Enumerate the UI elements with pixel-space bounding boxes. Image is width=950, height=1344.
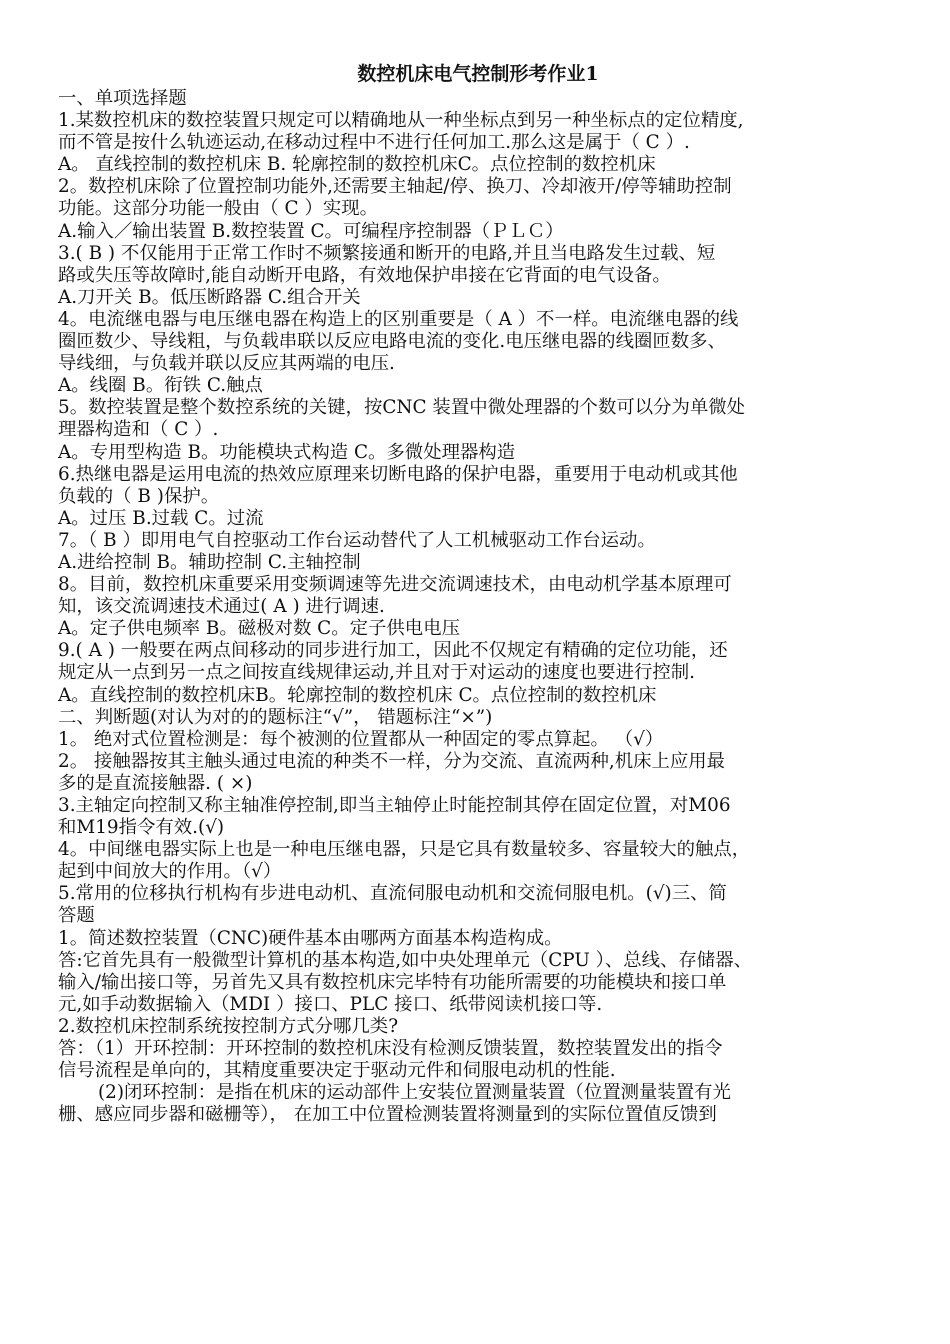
text-line: (2)闭环控制：是指在机床的运动部件上安装位置测量装置（位置测量装置有光 xyxy=(98,1082,731,1104)
text-line: 答：（1）开环控制：开环控制的数控机床没有检测反馈装置，数控装置发出的指令 xyxy=(58,1038,723,1060)
text-line: A。专用型构造 B。功能模块式构造 C。多微处理器构造 xyxy=(58,441,516,463)
text-line: 4。电流继电器与电压继电器在构造上的区别重要是（ A ）不一样。电流继电器的线 xyxy=(58,308,739,330)
text-line: 2。数控机床除了位置控制功能外,还需要主轴起/停、换刀、冷却液开/停等辅助控制 xyxy=(58,176,732,198)
document-body xyxy=(58,88,898,1126)
text-line: 9.( A ) 一般要在两点间移动的同步进行加工，因此不仅规定有精确的定位功能，还 xyxy=(58,640,728,662)
text-line: 元,如手动数据输入（MDI ）接口、PLC 接口、纸带阅读机接口等. xyxy=(58,993,603,1015)
text-line: 多的是直流接触器. ( ×) xyxy=(58,772,253,794)
text-line: 5。数控装置是整个数控系统的关键，按CNC 装置中微处理器的个数可以分为单微处 xyxy=(58,397,746,419)
text-line: 答题 xyxy=(58,905,95,927)
text-line: 路或失压等故障时,能自动断开电路，有效地保护串接在它背面的电气设备。 xyxy=(58,264,671,286)
text-line: 3.主轴定向控制又称主轴准停控制,即当主轴停止时能控制其停在固定位置，对M06 xyxy=(58,795,731,816)
text-line: 1.某数控机床的数控装置只规定可以精确地从一种坐标点到另一种坐标点的定位精度, xyxy=(58,110,744,132)
text-line: A.刀开关 B。低压断路器 C.组合开关 xyxy=(58,286,361,308)
text-line: A.进给控制 B。辅助控制 C.主轴控制 xyxy=(58,551,361,573)
document-title: 数控机床电气控制形考作业1 xyxy=(357,63,599,85)
text-line: A.输入／输出装置 B.数控装置 C。可编程序控制器（ＰＬＣ） xyxy=(58,220,564,242)
text-line: A。线圈 B。衔铁 C.触点 xyxy=(58,375,263,397)
text-line: A。定子供电频率 B。磁极对数 C。定子供电电压 xyxy=(58,618,460,640)
text-line: 栅、感应同步器和磁栅等）， 在加工中位置检测装置将测量到的实际位置值反馈到 xyxy=(58,1104,717,1126)
text-line: 和M19指令有效.(√) xyxy=(58,817,225,839)
text-line: 8。目前，数控机床重要采用变频调速等先进交流调速技术，由电动机学基本原理可 xyxy=(58,574,732,596)
text-line: 输入/输出接口等，另首先又具有数控机床完毕特有功能所需要的功能模块和接口单 xyxy=(58,971,727,993)
text-line: 2。 接触器按其主触头通过电流的种类不一样，分为交流、直流两种,机床上应用最 xyxy=(58,750,726,772)
text-line: A。过压 B.过载 C。过流 xyxy=(58,507,264,529)
text-line: 而不管是按什么轨迹运动,在移动过程中不进行任何加工.那么这是属于（ C ）. xyxy=(58,132,690,154)
text-line: 功能。这部分功能一般由（ C ）实现。 xyxy=(58,198,379,220)
text-line: 6.热继电器是运用电流的热效应原理来切断电路的保护电器，重要用于电动机或其他 xyxy=(58,463,738,485)
text-line: A。直线控制的数控机床B。轮廓控制的数控机床 C。点位控制的数控机床 xyxy=(58,684,657,706)
text-line: 答:它首先具有一般微型计算机的基本构造,如中央处理单元（CPU ）、总线、存储器、 xyxy=(58,949,752,971)
text-line: 理器构造和（ C ）. xyxy=(58,419,219,441)
text-line: 信号流程是单向的，其精度重要决定于驱动元件和伺服电动机的性能. xyxy=(58,1060,616,1082)
text-line: 圈匝数少、导线粗，与负载串联以反应电路电流的变化.电压继电器的线圈匝数多、 xyxy=(58,331,726,353)
text-line: 5.常用的位移执行机构有步进电动机、直流伺服电动机和交流伺服电机。(√)三、简 xyxy=(58,883,727,905)
text-line: 4。中间继电器实际上也是一种电压继电器，只是它具有数量较多、容量较大的触点， xyxy=(58,839,751,861)
document-page xyxy=(58,62,898,1126)
text-line: A。 直线控制的数控机床 B. 轮廓控制的数控机床C。点位控制的数控机床 xyxy=(58,154,656,176)
text-line: 知，该交流调速技术通过( A ) 进行调速. xyxy=(58,596,385,618)
text-line: 导线细，与负载并联以反应其两端的电压. xyxy=(58,353,395,375)
text-line: 3.( B ) 不仅能用于正常工作时不频繁接通和断开的电路,并且当电路发生过载、短 xyxy=(58,242,716,264)
text-line: 2.数控机床控制系统按控制方式分哪几类? xyxy=(58,1015,399,1037)
text-line: 1。简述数控装置（CNC)硬件基本由哪两方面基本构造构成。 xyxy=(58,927,563,949)
text-line: 7。（ B ）即用电气自控驱动工作台运动替代了人工机械驱动工作台运动。 xyxy=(58,529,656,551)
text-line: 起到中间放大的作用。（√） xyxy=(58,861,282,883)
text-line: 负载的（ B )保护。 xyxy=(58,485,220,507)
text-line: 1。 绝对式位置检测是：每个被测的位置都从一种固定的零点算起。 （√） xyxy=(58,728,664,750)
text-line: 二、判断题(对认为对的的题标注“√”， 错题标注“×”) xyxy=(58,706,493,728)
text-line: 一、单项选择题 xyxy=(58,88,187,109)
text-line: 规定从一点到另一点之间按直线规律运动,并且对于对运动的速度也要进行控制. xyxy=(58,662,695,684)
